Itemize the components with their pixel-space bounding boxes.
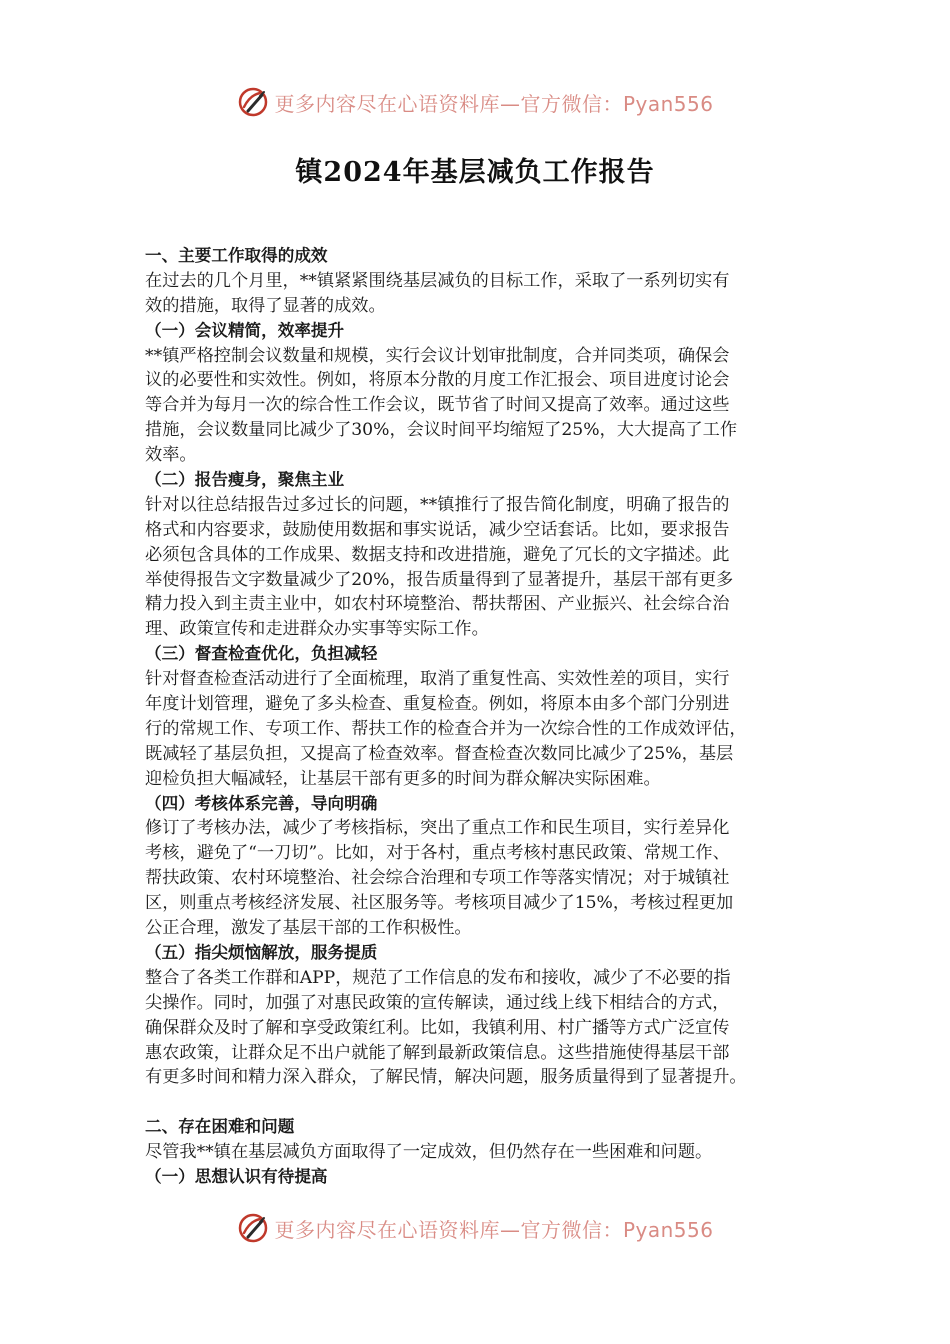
pen-seal-logo-icon	[236, 85, 270, 119]
paragraph-line: **镇严格控制会议数量和规模，实行会议计划审批制度，合并同类项，确保会	[145, 345, 730, 366]
paragraph-line: 等合并为每月一次的综合性工作会议，既节省了时间又提高了效率。通过这些	[145, 395, 730, 416]
paragraph-line: 效的措施，取得了显著的成效。	[145, 295, 386, 316]
watermark-banner-bottom	[0, 1208, 950, 1248]
paragraph-line: 区，则重点考核经济发展、社区服务等。考核项目减少了15%，考核过程更加	[145, 893, 734, 914]
section-heading: （二）报告瘦身，聚焦主业	[145, 470, 345, 490]
paragraph-line: 举使得报告文字数量减少了20%，报告质量得到了显著提升，基层干部有更多	[145, 569, 734, 590]
paragraph-line: 针对督查检查活动进行了全面梳理，取消了重复性高、实效性差的项目，实行	[145, 669, 730, 690]
watermark-text: 更多内容尽在心语资料库—官方微信：Pyan556	[274, 1217, 714, 1242]
blank-line	[145, 1090, 810, 1115]
paragraph-line: 修订了考核办法，减少了考核指标，突出了重点工作和民生项目，实行差异化	[145, 818, 730, 839]
paragraph-line: 针对以往总结报告过多过长的问题，**镇推行了报告简化制度，明确了报告的	[145, 494, 730, 515]
paragraph-line: 确保群众及时了解和享受政策红利。比如，我镇利用、村广播等方式广泛宣传	[145, 1017, 730, 1038]
document-body	[145, 244, 810, 1190]
paragraph-line: 整合了各类工作群和APP，规范了工作信息的发布和接收，减少了不必要的指	[145, 967, 731, 988]
paragraph-line: 行的常规工作、专项工作、帮扶工作的检查合并为一次综合性的工作成效评估，	[145, 718, 747, 739]
paragraph-line: 精力投入到主责主业中，如农村环境整治、帮扶帮困、产业振兴、社会综合治	[145, 594, 730, 615]
section-heading: （一）会议精简，效率提升	[145, 320, 345, 340]
paragraph-line: 迎检负担大幅减轻，让基层干部有更多的时间为群众解决实际困难。	[145, 768, 661, 789]
section-heading: 一、主要工作取得的成效	[145, 246, 328, 265]
paragraph-line: 议的必要性和实效性。例如，将原本分散的月度工作汇报会、项目进度讨论会	[145, 370, 730, 391]
pen-seal-logo-icon	[236, 1211, 270, 1245]
paragraph-line: 尽管我**镇在基层减负方面取得了一定成效，但仍然存在一些困难和问题。	[145, 1142, 713, 1163]
section-heading: （三）督查检查优化，负担减轻	[145, 644, 378, 664]
paragraph-line: 公正合理，激发了基层干部的工作积极性。	[145, 918, 472, 939]
section-heading: 二、存在困难和问题	[145, 1117, 295, 1137]
watermark-banner-top	[0, 82, 950, 122]
paragraph-line: 考核，避免了“一刀切”。比如，对于各村，重点考核村惠民政策、常规工作、	[145, 843, 730, 864]
section-heading: （五）指尖烦恼解放，服务提质	[145, 942, 378, 962]
paragraph-line: 尖操作。同时，加强了对惠民政策的宣传解读，通过线上线下相结合的方式，	[145, 992, 730, 1013]
paragraph-line: 既减轻了基层负担，又提高了检查效率。督查检查次数同比减少了25%，基层	[145, 743, 734, 764]
paragraph-line: 必须包含具体的工作成果、数据支持和改进措施，避免了冗长的文字描述。此	[145, 544, 730, 565]
paragraph-line: 惠农政策，让群众足不出户就能了解到最新政策信息。这些措施使得基层干部	[145, 1042, 730, 1063]
paragraph-line: 措施，会议数量同比减少了30%，会议时间平均缩短了25%，大大提高了工作	[145, 420, 738, 441]
section-heading: （一）思想认识有待提高	[145, 1166, 328, 1186]
paragraph-line: 有更多时间和精力深入群众，了解民情，解决问题，服务质量得到了显著提升。	[145, 1067, 747, 1088]
paragraph-line: 帮扶政策、农村环境整治、社会综合治理和专项工作等落实情况；对于城镇社	[145, 868, 730, 889]
document-title: 镇2024年基层减负工作报告	[295, 157, 655, 188]
paragraph-line: 在过去的几个月里，**镇紧紧围绕基层减负的目标工作，采取了一系列切实有	[145, 270, 730, 291]
paragraph-line: 理、政策宣传和走进群众办实事等实际工作。	[145, 619, 489, 640]
paragraph-line: 效率。	[145, 445, 197, 466]
paragraph-line: 格式和内容要求，鼓励使用数据和事实说话，减少空话套话。比如，要求报告	[145, 519, 730, 540]
watermark-text: 更多内容尽在心语资料库—官方微信：Pyan556	[274, 91, 714, 116]
paragraph-line: 年度计划管理，避免了多头检查、重复检查。例如，将原本由多个部门分别进	[145, 694, 730, 715]
section-heading: （四）考核体系完善，导向明确	[145, 793, 378, 813]
